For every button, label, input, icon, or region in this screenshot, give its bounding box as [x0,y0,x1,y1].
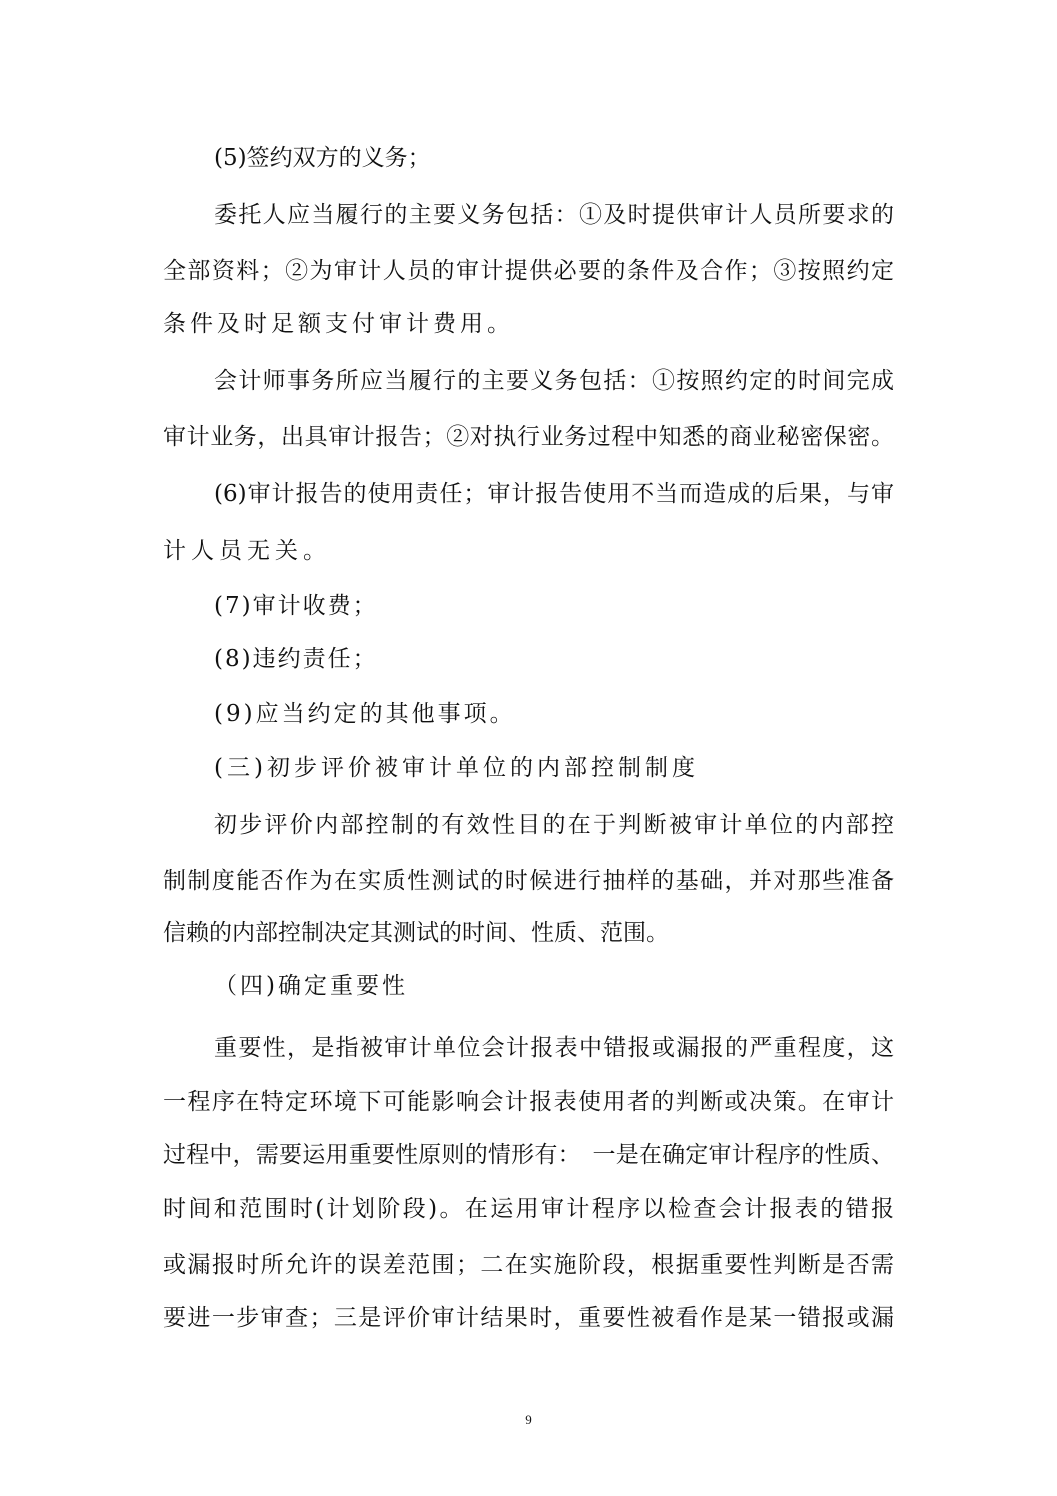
line-text: (6)审计报告的使用责任；审计报告使用不当而造成的后果，与审 [214,481,894,507]
line-text: 过程中，需要运用重要性原则的情形有： 一是在确定审计程序的性质、 [163,1142,894,1168]
line-text: 计人员无关。 [163,538,331,564]
line-text: (7)审计收费； [214,593,378,619]
line-text: 一程序在特定环境下可能影响会计报表使用者的判断或决策。在审计 [163,1089,894,1115]
line-text: 信赖的内部控制决定其测试的时间、性质、范围。 [163,920,669,946]
line-text: 或漏报时所允许的误差范围；二在实施阶段，根据重要性判断是否需 [163,1252,894,1278]
line-text: (8)违约责任； [214,646,378,672]
line-text: 时间和范围时(计划阶段)。在运用审计程序以检查会计报表的错报 [163,1196,894,1222]
line-text: 全部资料；②为审计人员的审计提供必要的条件及合作；③按照约定 [163,258,894,284]
line-text: 委托人应当履行的主要义务包括：①及时提供审计人员所要求的 [214,202,894,228]
line-text: 会计师事务所应当履行的主要义务包括：①按照约定的时间完成 [214,368,894,394]
line-text: 制制度能否作为在实质性测试的时候进行抽样的基础，并对那些准备 [163,868,894,894]
line-text: (9)应当约定的其他事项。 [214,701,516,727]
page-number: 9 [525,1412,532,1427]
line-text: 审计业务，出具审计报告；②对执行业务过程中知悉的商业秘密保密。 [163,424,894,450]
line-text: （四)确定重要性 [214,973,408,999]
line-text: 条件及时足额支付审计费用。 [163,311,514,337]
line-text: (三)初步评价被审计单位的内部控制制度 [214,755,699,781]
line-text: 重要性，是指被审计单位会计报表中错报或漏报的严重程度，这 [214,1035,894,1061]
line-text: 要进一步审查；三是评价审计结果时，重要性被看作是某一错报或漏 [163,1305,894,1331]
line-text: 初步评价内部控制的有效性目的在于判断被审计单位的内部控 [214,812,894,838]
line-text: (5)签约双方的义务； [214,145,431,171]
